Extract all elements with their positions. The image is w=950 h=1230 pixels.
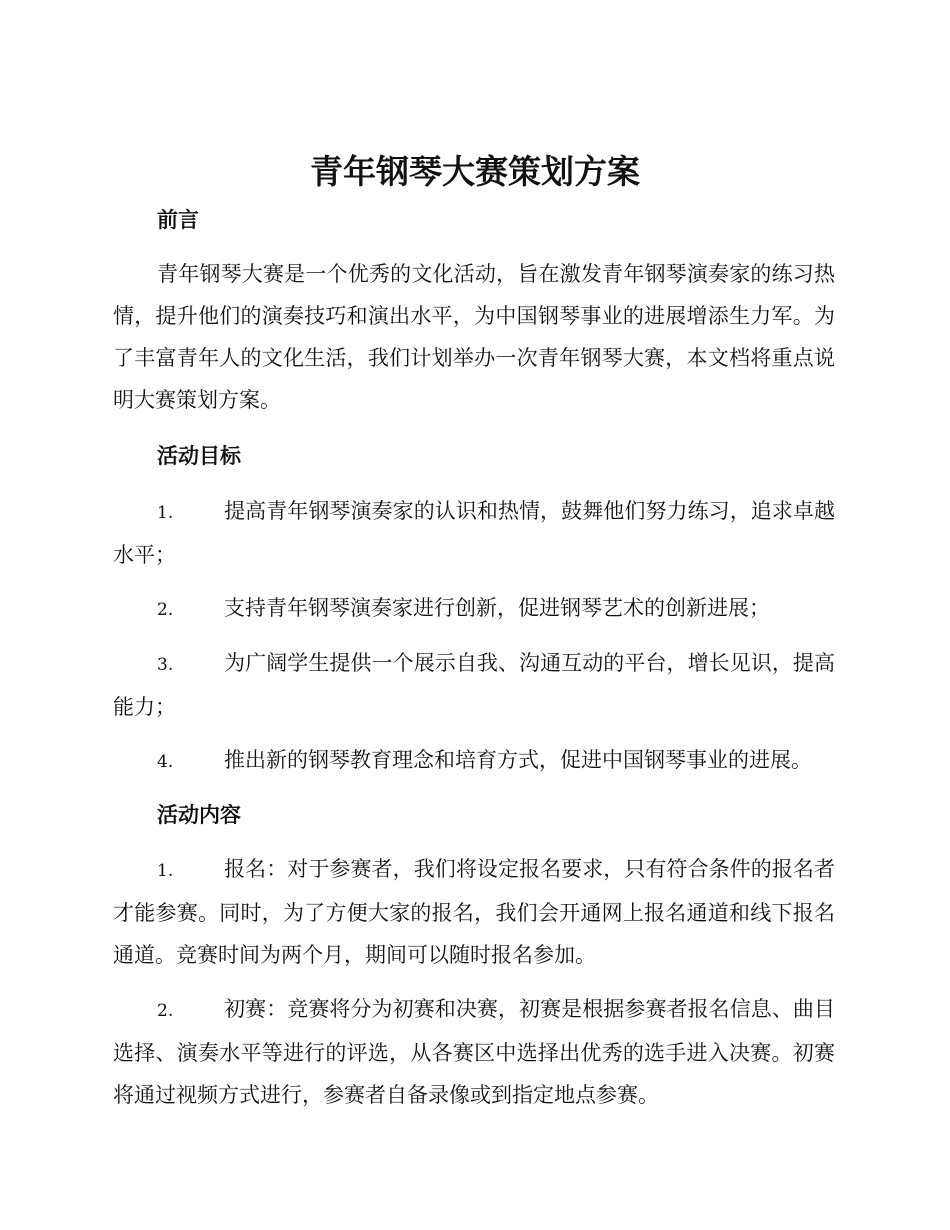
content-item-text: 初赛：竞赛将分为初赛和决赛，初赛是根据参赛者报名信息、曲目选择、演奏水平等进行的评选，从各赛区中选择出优秀的选手进入决赛。初赛将通过视频方式进行，参赛者自备录像或到指定地点参赛。 [113, 997, 835, 1107]
goal-item-number: 3. [157, 655, 174, 675]
goal-item-1 [113, 490, 835, 576]
preface-paragraph: 青年钢琴大赛是一个优秀的文化活动，旨在激发青年钢琴演奏家的练习热情，提升他们的演奏技巧和演出水平，为中国钢琴事业的进展增添生力军。为了丰富青年人的文化生活，我们计划举办一次青年钢琴大赛，本文档将重点说明大赛策划方案。 [113, 262, 835, 412]
goal-item-text: 提高青年钢琴演奏家的认识和热情，鼓舞他们努力练习，追求卓越水平； [113, 499, 835, 567]
goal-item-text: 推出新的钢琴教育理念和培育方式，促进中国钢琴事业的进展。 [224, 748, 812, 772]
goal-item-2 [113, 587, 835, 631]
goal-item-number: 1. [157, 503, 174, 523]
goal-item-3 [113, 642, 835, 728]
content-item-text: 报名：对于参赛者，我们将设定报名要求，只有符合条件的报名者才能参赛。同时，为了方便大家的报名，我们会开通网上报名通道和线下报名通道。竞赛时间为两个月，期间可以随时报名参加。 [113, 857, 835, 967]
content-item-1 [113, 848, 835, 976]
section-heading-preface: 前言 [157, 208, 199, 232]
section-heading-content: 活动内容 [157, 803, 241, 827]
content-item-2 [113, 988, 835, 1116]
goal-item-text: 支持青年钢琴演奏家进行创新，促进钢琴艺术的创新进展； [224, 596, 770, 620]
section-heading-goals: 活动目标 [157, 444, 241, 468]
goal-item-number: 4. [157, 752, 174, 772]
content-item-number: 2. [157, 1001, 174, 1021]
goal-item-4 [113, 739, 835, 783]
page-title: 青年钢琴大赛策划方案 [310, 152, 640, 191]
goal-item-number: 2. [157, 600, 174, 620]
content-item-number: 1. [157, 861, 174, 881]
goal-item-text: 为广阔学生提供一个展示自我、沟通互动的平台，增长见识，提高能力； [113, 651, 835, 719]
